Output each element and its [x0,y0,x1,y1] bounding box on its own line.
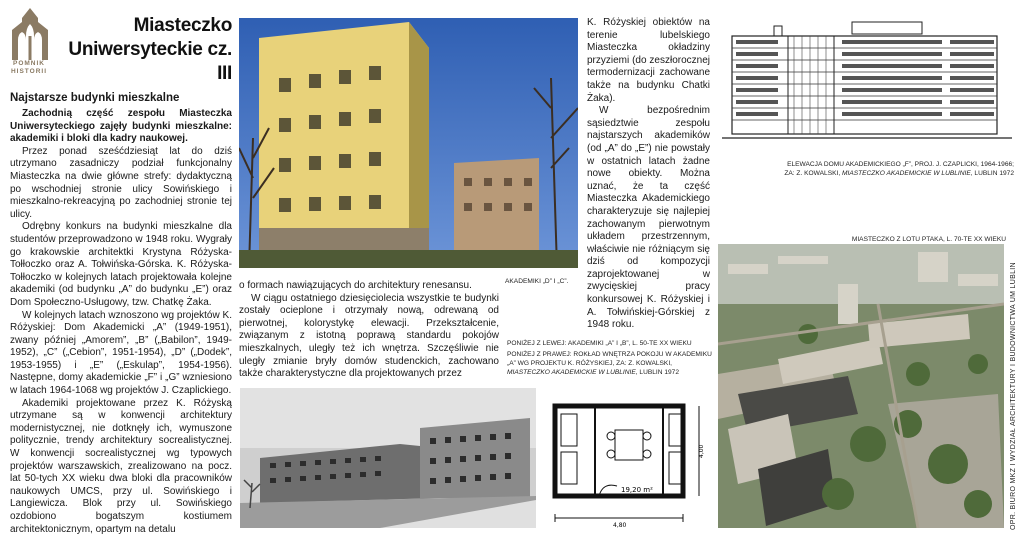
caption-book-title: MIASTECZKO AKADEMICKIE W LUBLINIE [842,169,971,177]
paragraph: Przez ponad sześćdziesiąt lat do dziś utrzymano zasadniczy podział funkcjonalny Miasteczka na dwie główne strefy: dydaktyczną po wschodniej stronie ulicy Sowińskiego i mieszkalno-rekreacyjną po zachodniej stronie tej ulicy. [10,145,232,220]
page-title [60,14,232,86]
floor-plan-drawing [543,392,713,528]
paragraph: W kolejnych latach wznoszono wg projektów K. Różyskiej: Dom Akademicki „A” (1949-1951), zwany później „Amorem”, „B” („Babilon”, 1949-1952), „C” („Cebion”, 1951-1954), „D” („Dodek”, 1953-1955) i „E” („Eskulap”, 1954-1956). Następne, domy akademickie „F” i „G” wzniesiono w latach 1964-1068 wg projektów J. Czaplickiego. [10,309,232,397]
paragraph: K. Różyskiej obiektów na terenie lubelskiego Miasteczka okładziny przyziemi (do zeszłorocznej termodernizacji zachowane także na budynku Chatki Żaka). [587,17,710,104]
title-line-2: Uniwersyteckie cz. III [68,39,232,84]
caption-elevation [760,161,1014,178]
caption-lower-right [507,350,712,377]
logo-text: POMNIK HISTORII [10,60,48,75]
lead-paragraph: Zachodnią część zespołu Miasteczka Uniwersyteckiego zajęły budynki mieszkalne: akademiki i bloki dla kadry naukowej. [10,108,232,145]
caption-text: PONIŻEJ Z PRAWEJ: ROKŁAD WNĘTRZA POKOJU W AKADEMIKU „A” WG PROJEKTU K. RÓŻYSKIEJ, ZA: Z. KOWALSKI, [507,351,712,367]
section-title: Najstarsze budynki mieszkalne [10,92,180,104]
caption-text: ELEWACJA DOMU AKADEMICKIEGO „F”, PROJ. J. CZAPLICKI, 1964-1966; [787,161,1014,168]
plan-area-label: 19,20 m² [621,486,653,494]
photo-dormitories-d-c [239,18,578,268]
plan-dim-bottom: 4,80 [613,522,627,528]
caption-photo-1: AKADEMIKI „D” I „C”. [505,278,569,285]
credit-vertical: OPR. BIURO MKZ I WYDZIAŁ ARCHITEKTURY I BUDOWNICTWA UM LUBLIN [1010,262,1017,530]
text-column-3 [587,17,710,332]
caption-text: , LUBLIN 1972 [635,369,679,376]
elevation-drawing [722,14,1012,152]
paragraph: W bezpośrednim sąsiedztwie zespołu najstarszych akademików (od „A” do „E”) nie powstały w ostatnich latach żadne nowe obiekty. Można uznać, że ta część Miasteczka Akademickiego charakteryzuje się najlepiej zachowanym pierwotnym układem przestrzennym, właściwie nie różniącym się dziś od kompozycji zaprojektowanej w zwycięskiej pracy konkursowej K. Różyskiej i A. Tołwińskiej-Górskiej z 1948 roku. [587,105,710,331]
title-line-1: Miasteczko [133,15,232,36]
caption-aerial: MIASTECZKO Z LOTU PTAKA, L. 70-TE XX WIEKU [851,236,1006,243]
caption-book-title: MIASTECZKO AKADEMICKIE W LUBLINIE [507,369,636,376]
caption-text: , LUBLIN 1972 [970,169,1014,177]
text-column-1 [10,108,232,536]
paragraph: o formach nawiązujących do architektury renesansu. [239,280,472,291]
paragraph: W ciągu ostatniego dziesięciolecia wszystkie te budynki zostały ocieplone i otrzymały nową, odrewaną od pierwotnej, kolorystykę elewacji. Przekształcenie, związanym z istotną poprawą standardu pokojów mieszkalnych, uległy też ich wnętrza. Szczęśliwie nie uległy zmianie bryły domów studenckich, zachowano także charakterystyczne dla projektowanych przez [239,292,499,380]
photo-dormitories-a-b [240,388,536,528]
paragraph: Odrębny konkurs na budynki mieszkalne dla studentów przeprowadzono w 1948 roku. Wygrały go krakowskie architektki Krystyna Różyska-Tołłoczko oraz A. Tołwińska-Górska. K. Różyska-Tołłoczko w kolejnych latach projektowała kolejne akademiki (od budynku „A” do budynku „E”) oraz Dom Społeczno-Usługowy, tzw. Chatkę Żaka. [10,221,232,308]
gothic-arch-icon [6,6,54,62]
text-column-2 [239,280,499,381]
caption-text: ZA: Z. KOWALSKI, [784,169,842,177]
plan-dim-side: 4,00 [698,444,705,458]
photo-aerial-view [718,244,1004,528]
paragraph: Akademiki projektowane przez K. Różyską utrzymane są w konwencji architektury modernistycznej, nie dotknęły ich, wymuszone politycznie, trendy architektury socrealistycznej. W konwencji socrealistycznej wg typowych projektów warszawskich, zrealizowano na pocz. lat 50-tych XX wieku dwa bloki dla pracowników naukowych UMCS, przy ul. Sowińskiego i Langiewicza. Blok przy ul. Sowińskiego ozdobiono bogatszym kostiumem architektonicznym, opartym na detalu [10,397,232,535]
caption-lower-left: PONIŻEJ Z LEWEJ: AKADEMIKI „A” I „B”, L. 50-TE XX WIEKU [507,340,692,347]
